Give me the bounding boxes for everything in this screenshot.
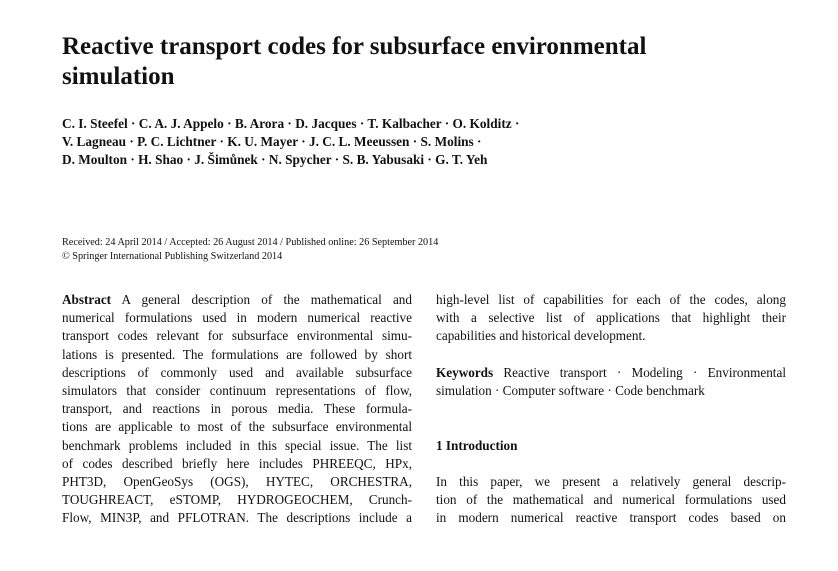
abstract-line: high-level list of capabilities for each of the codes, along xyxy=(436,292,786,307)
title-line: Reactive transport codes for subsurface environmental xyxy=(62,33,647,60)
paper-title xyxy=(62,32,762,92)
abstract-line: Abstract A general description of the mathematical and xyxy=(62,292,412,307)
introduction-line: In this paper, we present a relatively general descrip- xyxy=(436,474,786,489)
abstract-line: simulators that consider continuum representations of flow, xyxy=(62,383,412,399)
abstract-line: numerical formulations used in modern numerical reactive xyxy=(62,310,412,326)
abstract-line: TOUGHREACT, eSTOMP, HYDROGEOCHEM, Crunch- xyxy=(62,492,412,508)
copyright-notice: © Springer International Publishing Switzerland 2014 xyxy=(62,251,283,262)
abstract-line: PHT3D, OpenGeoSys (OGS), HYTEC, ORCHESTRA, xyxy=(62,474,412,490)
publication-dates: Received: 24 April 2014 / Accepted: 26 August 2014 / Published online: 26 September 2014 xyxy=(62,237,439,248)
title-line: simulation xyxy=(62,63,175,90)
abstract-continuation xyxy=(436,291,786,346)
abstract-line: capabilities and historical development. xyxy=(436,328,646,344)
author-line: D. Moulton · H. Shao · J. Šimůnek · N. Spycher · S. B. Yabusaki · G. T. Yeh xyxy=(62,152,488,167)
abstract-line: descriptions of commonly used and available subsurface xyxy=(62,364,412,380)
keywords-line: Keywords Reactive transport · Modeling · Environmental xyxy=(436,365,786,380)
introduction-section xyxy=(436,473,786,528)
author-line: V. Lagneau · P. C. Lichtner · K. U. Mayer · J. C. L. Meeussen · S. Molins · xyxy=(62,134,482,149)
abstract-line: benchmark problems included in this special issue. The list xyxy=(62,437,412,453)
publication-info xyxy=(62,236,782,264)
keywords-label: Keywords xyxy=(436,365,494,380)
author-line: C. I. Steefel · C. A. J. Appelo · B. Arora · D. Jacques · T. Kalbacher · O. Kolditz · xyxy=(62,116,520,131)
author-list xyxy=(62,115,782,169)
keywords-section xyxy=(436,364,786,400)
section-heading: 1 Introduction xyxy=(436,438,518,453)
abstract-line: lations is presented. The formulations are followed by short xyxy=(62,346,412,362)
abstract-label: Abstract xyxy=(62,292,112,307)
abstract-line: with a selective list of applications that highlight their xyxy=(436,310,786,326)
abstract-line: of codes described briefly here includes PHREEQC, HPx, xyxy=(62,455,412,471)
keywords-line: simulation · Computer software · Code benchmark xyxy=(436,383,705,399)
abstract-line: Flow, MIN3P, and PFLOTRAN. The descriptions include a xyxy=(62,510,412,526)
abstract-line: transport, and reactions in porous media. These formula- xyxy=(62,401,412,417)
abstract-line: transport codes relevant for subsurface environmental simu- xyxy=(62,328,412,344)
abstract-section xyxy=(62,291,412,528)
introduction-heading xyxy=(436,437,786,455)
introduction-line: in modern numerical reactive transport codes based on xyxy=(436,510,786,526)
introduction-line: tion of the mathematical and numerical formulations used xyxy=(436,492,786,508)
abstract-line: tions are applicable to most of the subsurface environmental xyxy=(62,419,412,435)
